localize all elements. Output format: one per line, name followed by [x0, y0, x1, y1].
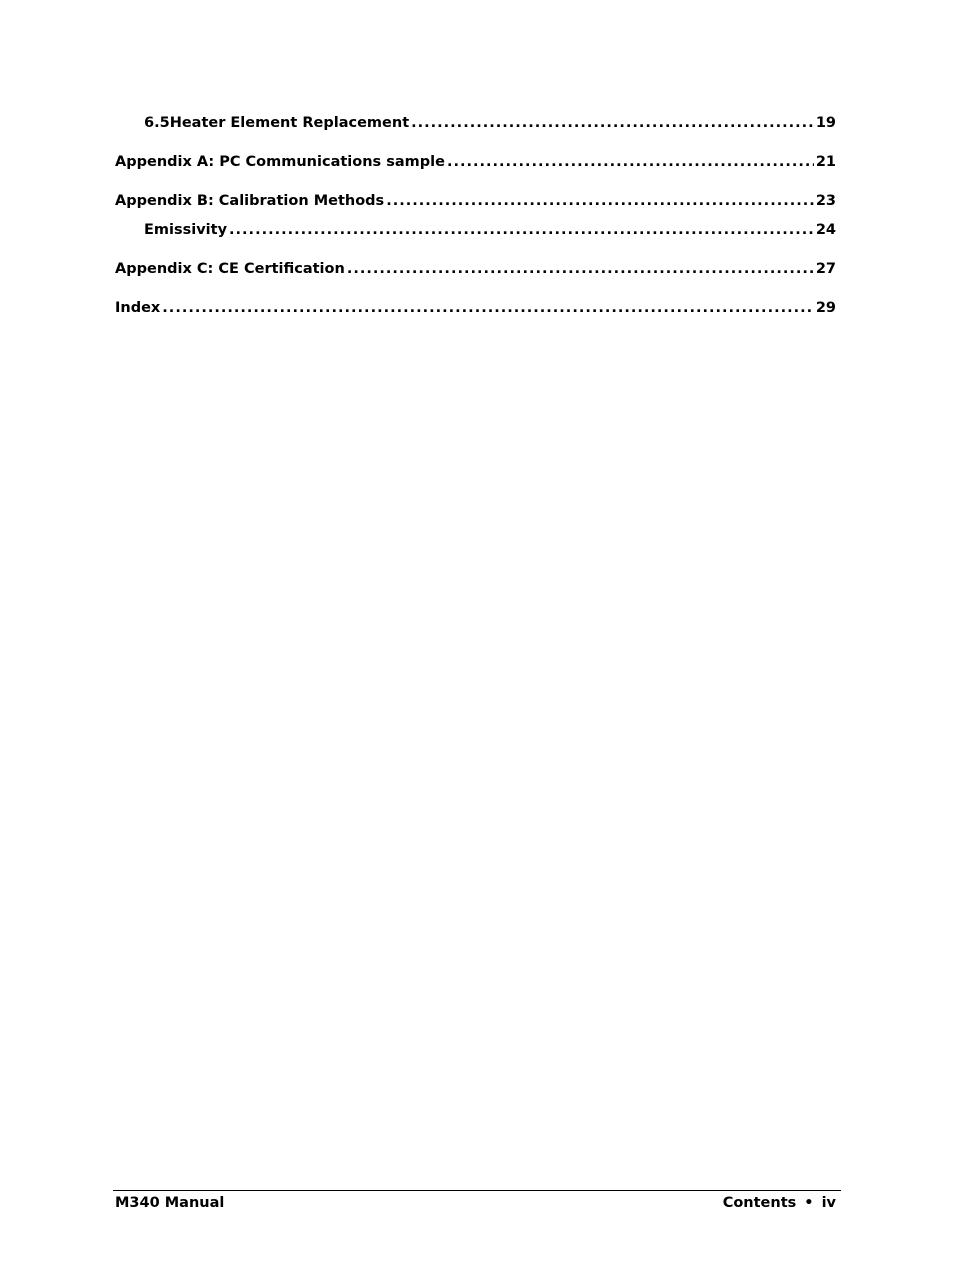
toc-entry-heater-element-replacement[interactable]: [115, 113, 836, 133]
toc-entry-page: 19: [815, 115, 836, 131]
toc-entry-title: Index: [115, 300, 161, 316]
footer-page-number: iv: [821, 1195, 836, 1211]
toc-entry-page: 24: [815, 222, 836, 238]
toc-entry-emissivity[interactable]: [115, 220, 836, 240]
toc-entry-page: 23: [815, 193, 836, 209]
dot-leader: [386, 191, 814, 211]
footer-manual-title: M340 Manual: [115, 1195, 225, 1211]
footer-page-info: [723, 1194, 836, 1212]
dot-leader: [162, 298, 814, 318]
dot-leader: [229, 220, 814, 240]
toc-entry-title: Appendix A: PC Communications sample: [115, 154, 445, 170]
toc-entry-title: Appendix B: Calibration Methods: [115, 193, 385, 209]
toc-entry-page: 27: [815, 261, 836, 277]
dot-leader: [411, 113, 814, 133]
toc-entry-page: 21: [815, 154, 836, 170]
toc-entry-number: 6.5: [144, 115, 170, 131]
dot-leader: [447, 152, 814, 172]
footer-divider: [113, 1190, 841, 1191]
toc-entry-title: Heater Element Replacement: [169, 115, 410, 131]
dot-leader: [347, 259, 814, 279]
table-of-contents: [115, 113, 836, 318]
toc-entry-title: Appendix C: CE Certification: [115, 261, 345, 277]
toc-entry-title: Emissivity: [144, 222, 228, 238]
footer-section-name: Contents: [722, 1195, 797, 1211]
footer-bullet: •: [804, 1195, 814, 1211]
toc-entry-page: 29: [815, 300, 836, 316]
toc-entry-index[interactable]: [115, 298, 836, 318]
toc-entry-appendix-a[interactable]: [115, 152, 836, 172]
toc-entry-appendix-b[interactable]: [115, 191, 836, 211]
toc-entry-appendix-c[interactable]: [115, 259, 836, 279]
